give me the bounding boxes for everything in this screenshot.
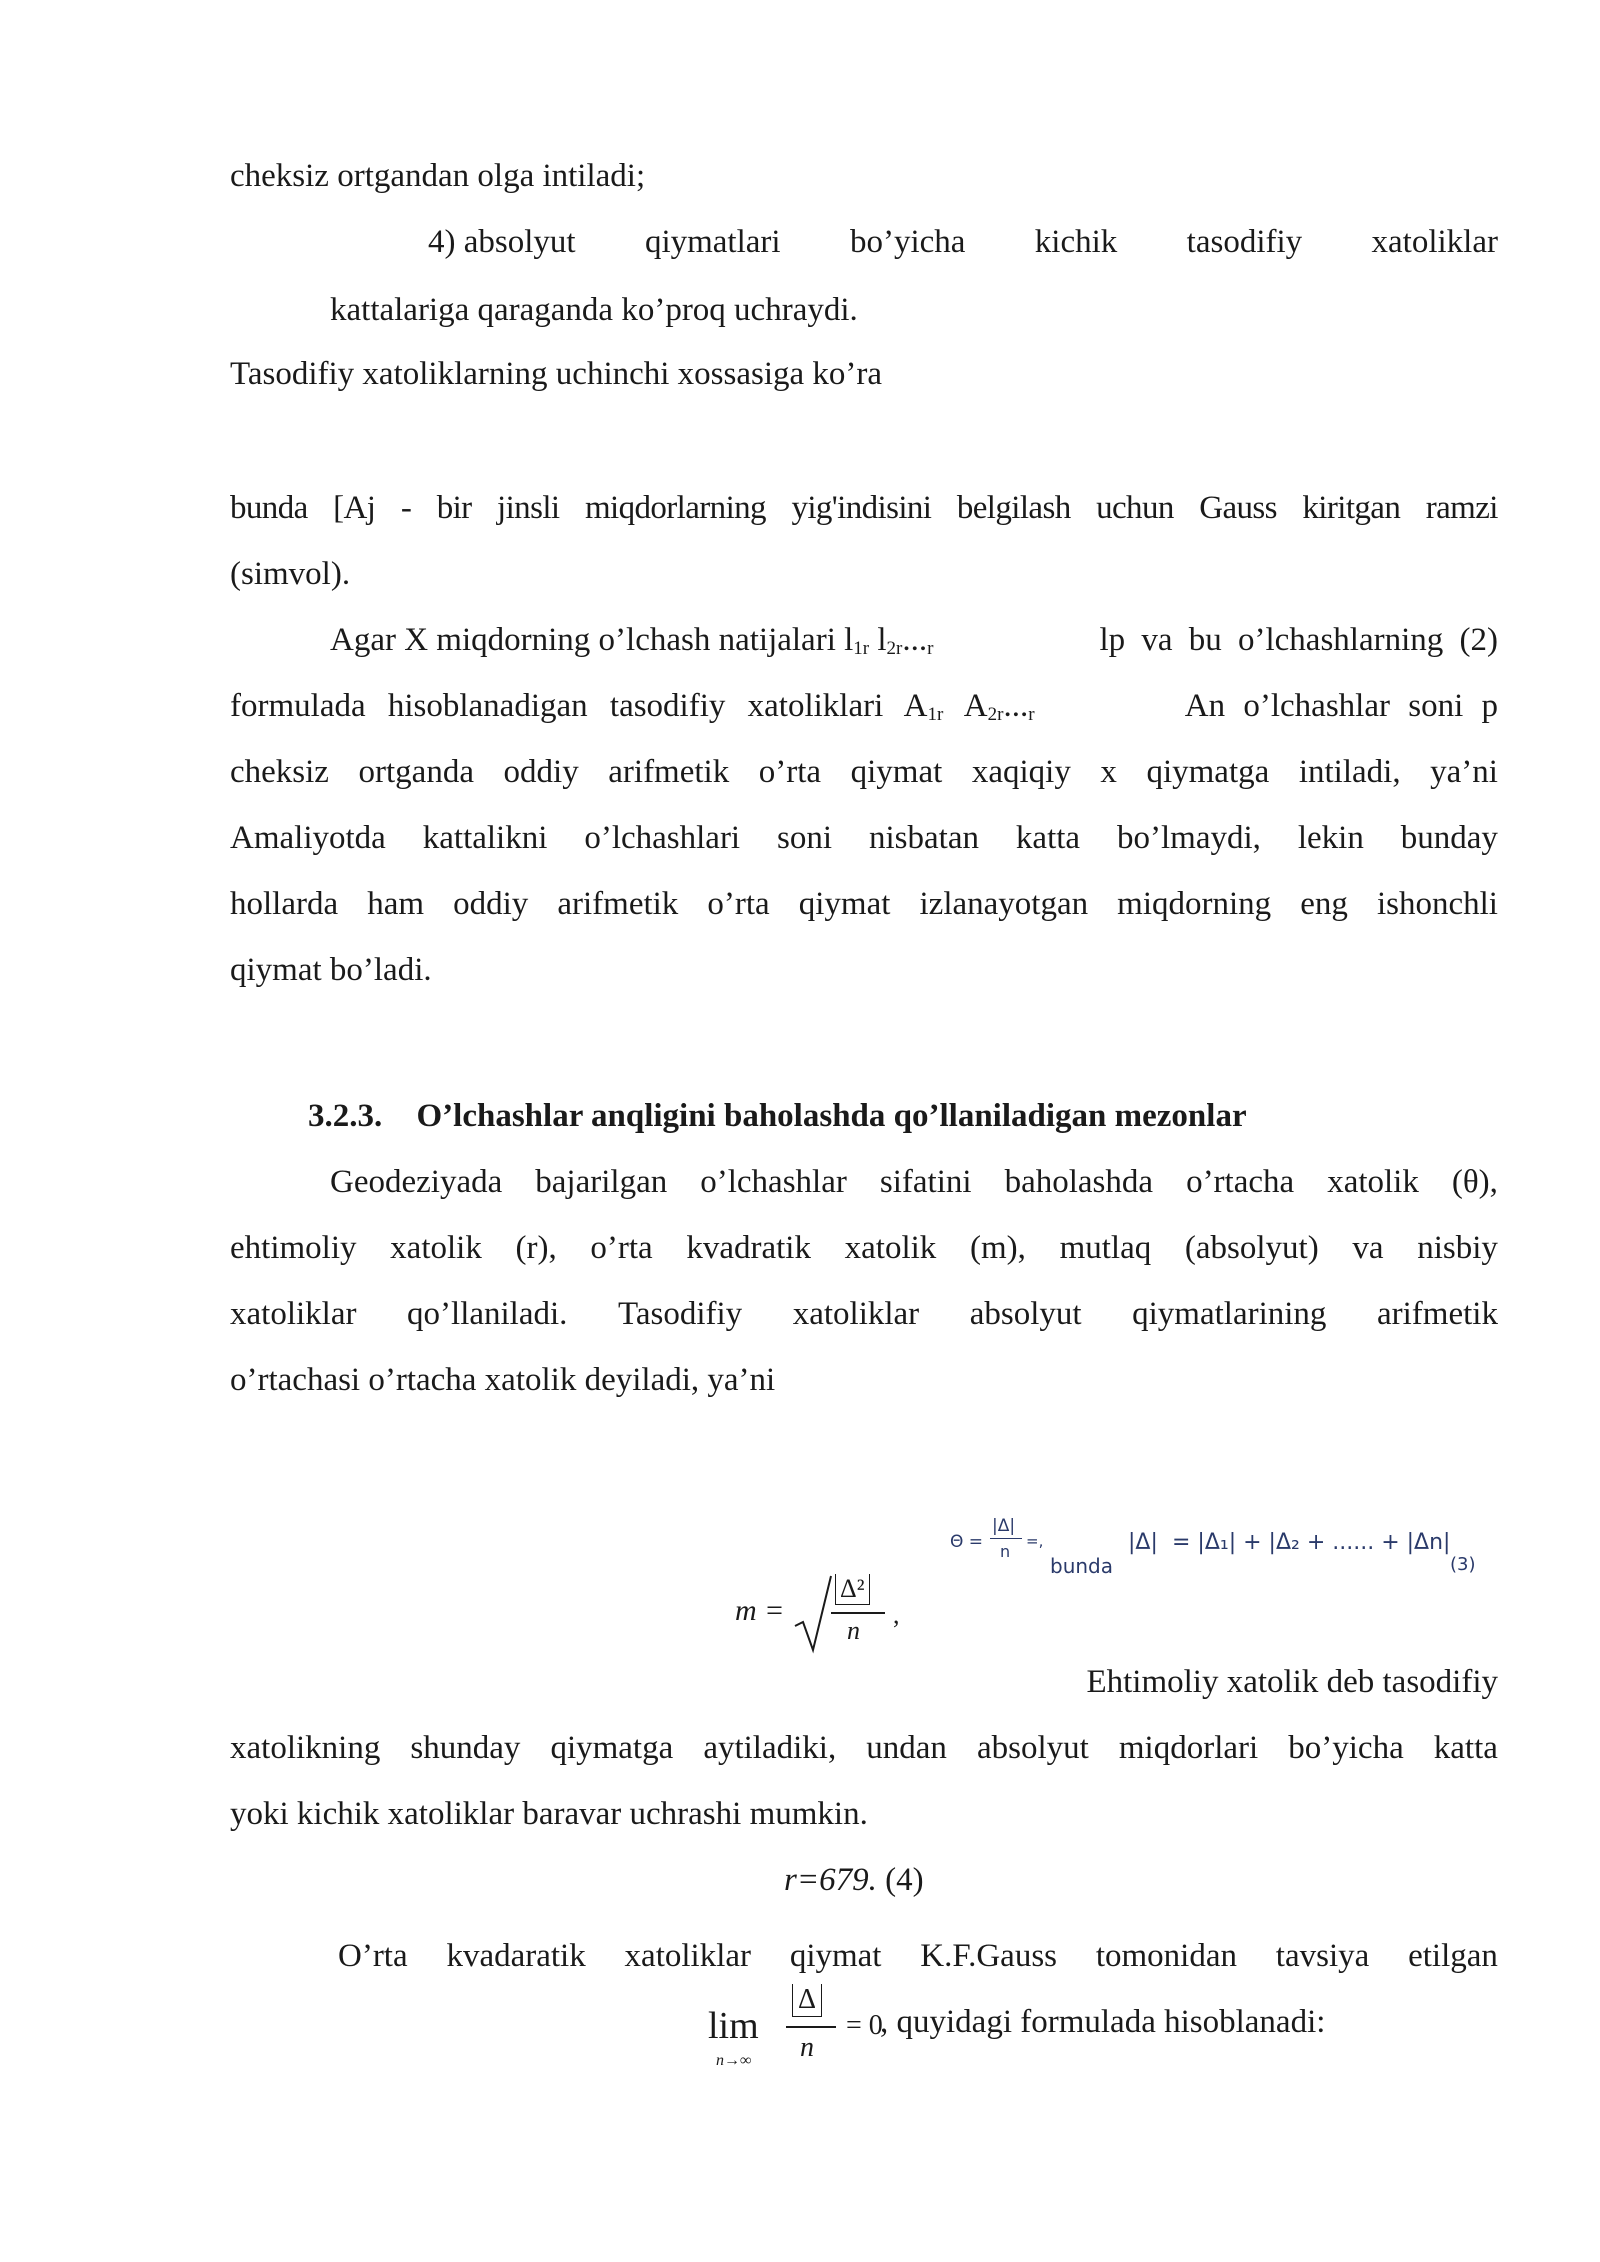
word: kvadaratik [446, 1938, 586, 1974]
word: Gauss [1199, 490, 1277, 526]
word: oddiy [503, 754, 579, 790]
m-tail: , [893, 1600, 900, 1629]
word: ortganda [358, 754, 474, 790]
word: hollarda [230, 886, 339, 922]
word: bajarilgan [535, 1164, 668, 1200]
word: o’rta [758, 754, 822, 790]
word: xatoliklar [792, 1296, 920, 1332]
equation-number: (3) [1450, 1554, 1476, 1575]
equation-number: (4) [876, 1862, 924, 1898]
word: xatolik [844, 1230, 937, 1266]
text-line: (simvol). [230, 556, 351, 592]
word: o’rta [590, 1230, 653, 1266]
word: bo’yicha [1288, 1730, 1404, 1766]
theta-tail: =, [1026, 1532, 1044, 1550]
word: bunday [1400, 820, 1498, 856]
word: 4) absolyut [428, 224, 576, 260]
word: mutlaq [1059, 1230, 1152, 1266]
justified-line [230, 752, 1498, 792]
word: intiladi, [1298, 754, 1401, 790]
fraction-bar [786, 2026, 836, 2028]
word: xatolik [1327, 1164, 1419, 1200]
word: kiritgan [1302, 490, 1401, 526]
justified-line [230, 488, 1498, 528]
heading-number: 3.2.3. [308, 1098, 383, 1134]
word: qiymatga [1146, 754, 1270, 790]
word: arifmetik [608, 754, 730, 790]
lim-numerator: Δ [792, 1984, 822, 2017]
justified-line [230, 1294, 1498, 1334]
justified-line [230, 1228, 1498, 1268]
word: o’lchashlari [584, 820, 741, 856]
m-numerator: Δ² [835, 1574, 870, 1605]
word: shunday [410, 1730, 521, 1766]
word: qiymat [798, 886, 891, 922]
word: ishonchli [1376, 886, 1498, 922]
word: kattalikni [422, 820, 548, 856]
word: tasodifiy [1186, 224, 1303, 260]
word: o’lchashlar [700, 1164, 847, 1200]
word: [Aj [333, 490, 376, 526]
word: jinsli [497, 490, 560, 526]
word: (m), [969, 1230, 1026, 1266]
theta-numerator: |Δ| [992, 1516, 1016, 1536]
word: absolyut [969, 1296, 1082, 1332]
word: xatolik [390, 1230, 482, 1266]
word: yig'indisini [791, 490, 932, 526]
word: x [1100, 754, 1117, 790]
theta-denominator: n [1000, 1542, 1011, 1561]
justified-line [230, 1728, 1498, 1768]
word: qiymatlari [644, 224, 781, 260]
theta-formula [950, 1514, 1490, 1578]
word: qiymatlarining [1132, 1296, 1327, 1332]
word: xatolikning [230, 1730, 381, 1766]
word: bo’yicha [849, 224, 966, 260]
m-denominator: n [847, 1616, 860, 1645]
text-line: cheksiz ortgandan olga intiladi; [230, 158, 646, 194]
word: qiymat [850, 754, 943, 790]
word: (r), [515, 1230, 557, 1266]
word: va [1352, 1230, 1384, 1266]
word: xatoliklar [230, 1296, 357, 1332]
m-formula [735, 1568, 915, 1658]
word: belgilash [956, 490, 1071, 526]
word: qiymatga [550, 1730, 674, 1766]
bunda-label: bunda [1050, 1554, 1113, 1578]
sum-lhs: |Δ| [1128, 1530, 1158, 1555]
heading-text: O’lchashlar anqligini baholashda qo’llaniladigan mezonlar [416, 1098, 1247, 1134]
word: arifmetik [557, 886, 679, 922]
word: sifatini [879, 1164, 972, 1200]
word: absolyut [977, 1730, 1089, 1766]
word: etilgan [1408, 1938, 1498, 1974]
text-span: formulada hisoblanadigan tasodifiy xatoliklari $A_{1r}$ $A_{2r}..._r$ [230, 688, 1035, 725]
lim-formula [708, 1984, 898, 2084]
word: o’rtacha [1186, 1164, 1295, 1200]
word: xatoliklar [624, 1938, 752, 1974]
word: ya’ni [1430, 754, 1498, 790]
equation-line [784, 1860, 924, 1900]
r-formula: r=679. [784, 1862, 877, 1898]
word: miqdorlari [1118, 1730, 1259, 1766]
word: Geodeziyada [330, 1164, 503, 1200]
text-span: An o’lchashlar soni p [1184, 688, 1498, 724]
list-item-4-line [428, 222, 1498, 262]
text-line: Tasodifiy xatoliklarning uchinchi xossasiga ko’ra [230, 356, 883, 392]
word: cheksiz [230, 754, 329, 790]
word: bo’lmaydi, [1117, 820, 1261, 856]
word: O’rta [338, 1938, 408, 1974]
text-line [330, 620, 1498, 669]
word: qo’llaniladi. [407, 1296, 568, 1332]
word: katta [1433, 1730, 1498, 1766]
fraction-bar [990, 1538, 1022, 1539]
lim-rhs: = 0 [846, 2010, 883, 2041]
word: K.F.Gauss [920, 1938, 1058, 1974]
lim-subscript: n→∞ [716, 2052, 752, 2069]
m-lhs: m = [735, 1594, 785, 1627]
word: undan [866, 1730, 947, 1766]
word: Tasodifiy [617, 1296, 743, 1332]
word: nisbatan [869, 820, 979, 856]
text-line [230, 686, 1498, 735]
text-span: lp va bu o’lchashlarning (2) [1099, 622, 1498, 658]
text-line: yoki kichik xatoliklar baravar uchrashi mumkin. [230, 1796, 868, 1832]
text-line: Ehtimoliy xatolik deb tasodifiy [1086, 1664, 1498, 1700]
word: nisbiy [1417, 1230, 1498, 1266]
word: oddiy [453, 886, 529, 922]
word: tomonidan [1095, 1938, 1237, 1974]
sum-rhs: = |Δ₁| + |Δ₂ + ...... + |Δn| [1172, 1530, 1451, 1555]
word: baholashda [1004, 1164, 1154, 1200]
word: (absolyut) [1184, 1230, 1319, 1266]
word: Amaliyotda [230, 820, 386, 856]
word: kichik [1034, 224, 1118, 260]
word: bir [436, 490, 472, 526]
text-line: , quyidagi formulada hisoblanadi: [880, 2004, 1326, 2040]
text-line: qiymat bo’ladi. [230, 952, 432, 988]
word: eng [1300, 886, 1348, 922]
justified-line [230, 818, 1498, 858]
word: (θ), [1451, 1164, 1498, 1200]
word: xatoliklar [1371, 224, 1498, 260]
theta-lhs: Θ = [950, 1532, 984, 1552]
justified-line [230, 884, 1498, 924]
word: ham [367, 886, 425, 922]
word: o’rta [707, 886, 770, 922]
word: ehtimoliy [230, 1230, 357, 1266]
word: miqdorlarning [584, 490, 766, 526]
justified-line [338, 1936, 1498, 1976]
word: kvadratik [686, 1230, 811, 1266]
word: ramzi [1425, 490, 1498, 526]
section-heading [308, 1096, 1247, 1136]
lim-word: lim [708, 2005, 759, 2047]
word: bunda [230, 490, 308, 526]
word: izlanayotgan [919, 886, 1089, 922]
word: - [400, 490, 412, 526]
word: xaqiqiy [971, 754, 1071, 790]
word: lekin [1297, 820, 1364, 856]
word: soni [777, 820, 833, 856]
word: miqdorning [1117, 886, 1272, 922]
word: katta [1015, 820, 1081, 856]
text-line: kattalariga qaraganda ko’proq uchraydi. [330, 292, 858, 328]
word: arifmetik [1377, 1296, 1498, 1332]
text-span: Agar X miqdorning o’lchash natijalari $l_{1r}$ $l_{2r}..._r$ [330, 622, 934, 659]
lim-denominator: n [800, 2032, 814, 2063]
word: uchun [1096, 490, 1174, 526]
justified-line [330, 1162, 1498, 1202]
sqrt-icon [793, 1574, 833, 1654]
fraction-bar [831, 1612, 885, 1614]
word: qiymat [789, 1938, 882, 1974]
word: aytiladiki, [703, 1730, 837, 1766]
text-line: o’rtachasi o’rtacha xatolik deyiladi, ya’ni [230, 1362, 776, 1398]
word: tavsiya [1275, 1938, 1370, 1974]
